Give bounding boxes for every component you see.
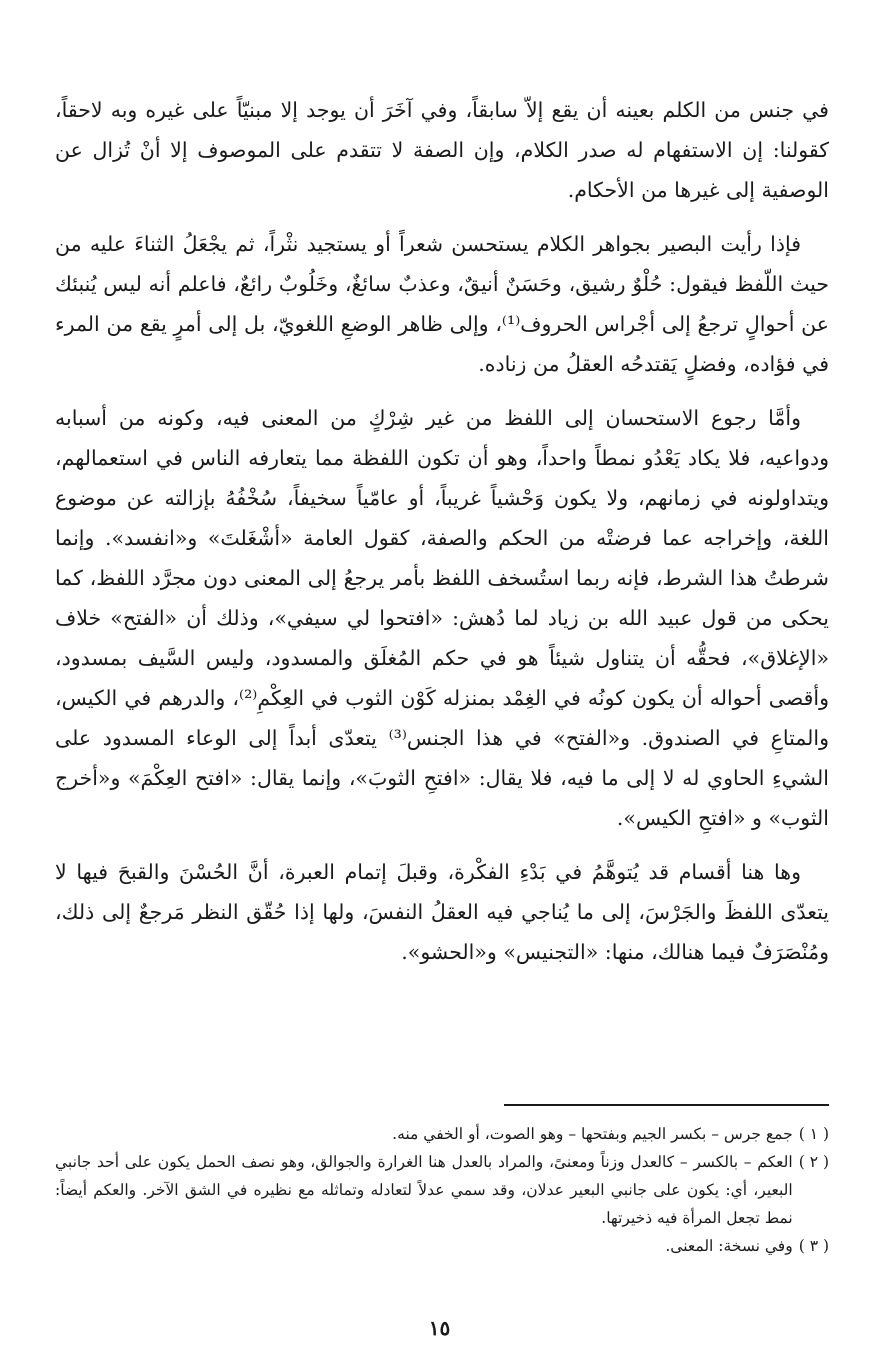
footnote-divider — [504, 1104, 829, 1106]
paragraph-3: وأمَّا رجوع الاستحسان إلى اللفظ من غير شِرْكٍ من المعنى فيه، وكونه من أسبابه ودواعيه، فلا يكاد يَعْدُو نمطاً واحداً، وهو أن تكون اللفظة مما يتعارفه الناس في استعمالهم، ويتداولونه في زمانهم، ولا يكون وَحْشياً غريباً، أو عامّياً سخيفاً، سُخْفُهُ بإزالته عن موضوع اللغة، وإخراجه عما فرضتْه من الحكم والصفة، كقول العامة «أشْغَلتَ» و«انفسد». وإنما شرطتُ هذا الشرط، فإنه ربما استُسخف اللفظ بأمر يرجعُ إلى المعنى دون مجرَّد اللفظ، كما يحكى من قول عبيد الله بن زياد لما دُهش: «افتحوا لي سيفي»، وذلك أن «الفتح» خلاف «الإغلاق»، فحقُّه أن يتناول شيئاً هو في حكم المُغلَق والمسدود، وليس السَّيف بمسدود، وأقصى أحواله أن يكون كونُه في الغِمْد بمنزله كَوْن الثوب في العِكْمِ⁽²⁾، والدرهم في الكيس، والمتاعِ في الصندوق. و«الفتح» في هذا الجنس⁽³⁾ يتعدّى أبداً إلى الوعاء المسدود على الشيءِ الحاوي له لا إلى ما فيه، فلا يقال: «افتحِ الثوبَ»، وإنما يقال: «افتح العِكْمَ» و«أخرج الثوب» و «افتحِ الكيس». — [55, 406, 829, 830]
footnote-2 — [55, 1148, 829, 1232]
paragraph-4: وها هنا أقسام قد يُتوهَّمُ في بَدْءِ الفكْرة، وقبلَ إتمام العبرة، أنَّ الحُسْنَ والقبحَ فيها لا يتعدّى اللفظَ والجَرْسَ، إلى ما يُناجي فيه العقلُ النفسَ، ولها إذا حُقّق النظر مَرجعٌ إلى ذلك، ومُنْصَرَفٌ فيما هنالك، منها: «التجنيس» و«الحشو». — [55, 860, 829, 964]
footnote-number: ( ١ ) — [798, 1125, 829, 1143]
main-text — [55, 90, 829, 972]
paragraph-2: فإذا رأيت البصير بجواهر الكلام يستحسن شعراً أو يستجيد نثْراً، ثم يجْعَلُ الثناءَ عليه من حيث اللّفظ فيقول: حُلْوٌ رشيق، وحَسَنٌ أنيقٌ، وعذبٌ سائغٌ، وخَلُوبٌ رائعٌ، فاعلم أنه ليس يُنبئك عن أحوالٍ ترجعُ إلى أجْراس الحروف⁽¹⁾، وإلى ظاهر الوضعِ اللغويّ، بل إلى أمرٍ يقع من المرء في فؤاده، وفضلٍ يَقتدحُه العقلُ من زناده. — [55, 232, 829, 376]
footnote-1 — [55, 1120, 829, 1148]
page-number: ١٥ — [428, 1316, 451, 1340]
footnotes — [55, 1120, 829, 1260]
footnote-number: ( ٣ ) — [798, 1237, 829, 1255]
footnote-text: وفي نسخة: المعنى. — [665, 1237, 793, 1255]
footnote-text: العكم – بالكسر – كالعدل وزناً ومعنىً، والمراد بالعدل هنا الغرارة والجوالق، وهو نصف الحمل يكون على أحد جانبي البعير، أي: يكون على جانبي البعير عدلان، وقد سمي عدلاً لتعادله وتماثله مع نظيره في الشق الآخر. والعكم أيضاً: نمط تجعل المرأة فيه ذخيرتها. — [55, 1153, 793, 1227]
footnote-number: ( ٢ ) — [798, 1153, 829, 1171]
footnote-text: جمع جرس – بكسر الجيم وبفتحها – وهو الصوت، أو الخفي منه. — [392, 1125, 793, 1143]
footnote-3 — [55, 1232, 829, 1260]
paragraph-1: في جنس من الكلم بعينه أن يقع إلاّ سابقاً، وفي آخَرَ أن يوجد إلا مبنيّاً على غيره وبه لاحقاً، كقولنا: إن الاستفهام له صدر الكلام، وإن الصفة لا تتقدم على الموصوف إلا أنْ تُزال عن الوصفية إلى غيرها من الأحكام. — [55, 98, 829, 202]
